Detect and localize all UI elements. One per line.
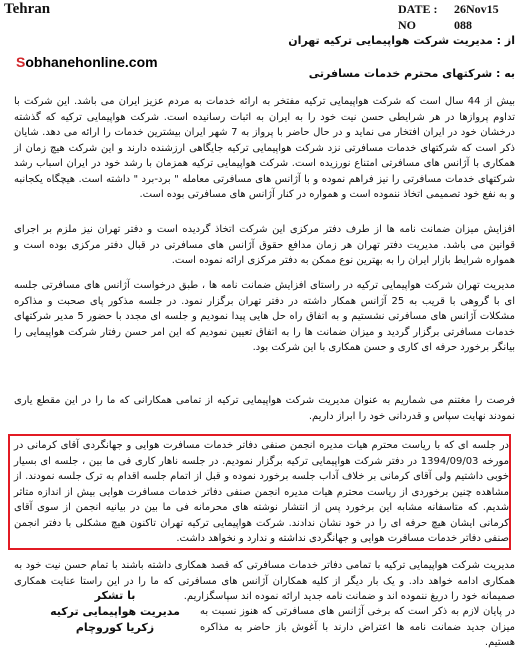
paragraph-highlighted: در جلسه ای که با ریاست محترم هیات مدیره انجمن صنفی دفاتر خدمات مسافرت هوایی و جهانگردی آقای کرمانی در مورخه 1394/09/03 در دفتر شرکت هواپیمایی ترکیه برگزار نمودیم. در جلسه ناهار کاری فی ما بین ، جلسه ای بسیار خوبی داشتیم ولی آقای کرمانی بر خلاف آداب جلسه برخورد نموده و قبل از اتمام جلسه اقدام به ترک جلسه نمودند. از مشاهده چنین برخوردی از ریاست محترم هیات مدیره انجمن صنفی دفاتر خدمات مسافرت هوایی بیش از اندازه متاثر شدیم. که متاسفانه مشابه این برخورد پس از انتشار نوشته های محرمانه فی ما بین در بیانیه انجمن از سوی آقای کرمانی ایشان هیچ حرفه ای را در خود نشان ندادند. شرکت هواپیمایی ترکیه تهران تاکنون هیچ مشکلی با دفتر انجمن صنفی دفاتر خدمات مسافرت هوایی و جهانگردی نداشته و ندارد و نخواهد داشت. <box>14 440 509 544</box>
document-meta <box>398 1 499 33</box>
watermark-text: obhanehonline.com <box>25 54 158 70</box>
date-row <box>398 1 499 17</box>
number-row <box>398 17 499 33</box>
number-value: 088 <box>454 18 472 32</box>
date-value: 26Nov15 <box>454 2 499 16</box>
paragraph-closing: در پایان لازم به ذکر است که برخی آژانس های مسافرتی که هنوز نسبت به میزان جدید ضمانت نامه ها اعتراض دارند با آغوش باز حاضر به مذاکره هستیم. <box>200 606 515 648</box>
watermark-site <box>16 54 158 70</box>
number-label: NO <box>398 18 416 32</box>
from-line: از : مدیریت شرکت هواپیمایی ترکیه تهران <box>288 34 515 47</box>
signature-block <box>40 588 190 636</box>
paragraph-cooperation: مدیریت شرکت هواپیمایی ترکیه با تمامی دفاتر خدمات مسافرتی که قصد همکاری داشته باشند با تمام حسن نیت خود به همکاری ادامه خواهد داد. و یک بار دیگر از کلیه همکاران آژانس های مسافرتی که ما را در این راستا عنایت همکاری صمیمانه خود را دریغ ننموده اند و ضمانت نامه جدید ارائه نموده اند سپاسگزاریم. <box>14 560 515 602</box>
date-label: DATE : <box>398 2 438 16</box>
paragraph-intro: بیش از 44 سال است که شرکت هواپیمایی ترکیه مفتخر به ارائه خدمات به مردم عزیز ایران می باشد. این شرکت با تداوم پروازها در هر شرایطی حسن نیت خود را به ایران به اثبات رسانیده است. شرکت هواپیمایی ترکیه که گذشته درخشان خود در ایران افتخار می نماید و در حال حاضر با پرواز به 7 شهر ایران بیشترین خدمات را ارائه می دهد. شایان ذکر است که شرکتهای خدمات مسافرتی نزد شرکت هواپیمایی ترکیه جایگاهی ارزشنده دارند و این شرکت هیچ زمان از همکاری با آژانس های مسافرتی امتناع نورزیده است. شرکت هواپیمایی ترکیه همزمان با رشد خود در ایران اسباب رشد شرکتهای خدمات مسافرتی را نیز فراهم نموده و با آژانس های مسافرتی معامله " برد-برد " داشته است. هیچگاه یکجانبه و به نفع خود تصمیمی اتخاذ ننموده است و همواره در کنار آژانس های مسافرتی بوده است. <box>14 96 516 200</box>
to-line: به : شرکتهای محترم خدمات مسافرتی <box>308 67 515 80</box>
city-heading: Tehran <box>4 1 51 17</box>
watermark-accent-letter: S <box>16 54 26 70</box>
paragraph-thanks: فرصت را مغتنم می شماریم به عنوان مدیریت شرکت هواپیمایی ترکیه از تمامی همکارانی که ما را در این مقطع یاری نمودند نهایت سپاس و قدردانی خود را ابراز داریم. <box>14 395 515 422</box>
signature-thanks: با تشکر <box>94 589 136 602</box>
paragraph-guarantee-increase: افزایش میزان ضمانت نامه ها از طرف دفتر مرکزی این شرکت اتخاذ گردیده است و دفتر تهران نیز ملزم بر اجرای قوانین می باشد. مدیریت دفتر تهران هر زمان مدافع حقوق آژانس های مسافرتی در قبال دفتر مرکزی بوده است و همواره شرایط بازار ایران را به بهترین نوع ممکن به دفتر مرکزی ارائه نموده است. <box>14 224 515 266</box>
signature-name: زکریا کوروچام <box>75 621 155 634</box>
paragraph-meeting: مدیریت تهران شرکت هواپیمایی ترکیه در راستای افزایش ضمانت نامه ها ، طبق درخواست آژانس های مسافرتی جلسه ای با گروهی با قریب به 25 آژانس همکار داشته در دفتر تهران برگزار نمود. در جلسه مذکور پای صحبت و مذاکره مشکلات آژانس های مسافرتی نشستیم و به اتفاق راه حل هایی پیدا نمودیم و جلسه ای مجدد با حضور 5 مدیر شرکتهای خدمات مسافرتی برگزار گردید و میزان ضمانت ها را به اتفاق تعیین نمودیم که این امر حسن رفتار شرکت هواپیمایی را بیانگر برخورد حرفه ای کاری و حسن همکاری با این شرکت بود. <box>14 280 516 353</box>
signature-org: مدیریت هواپیمایی ترکیه <box>50 605 180 618</box>
